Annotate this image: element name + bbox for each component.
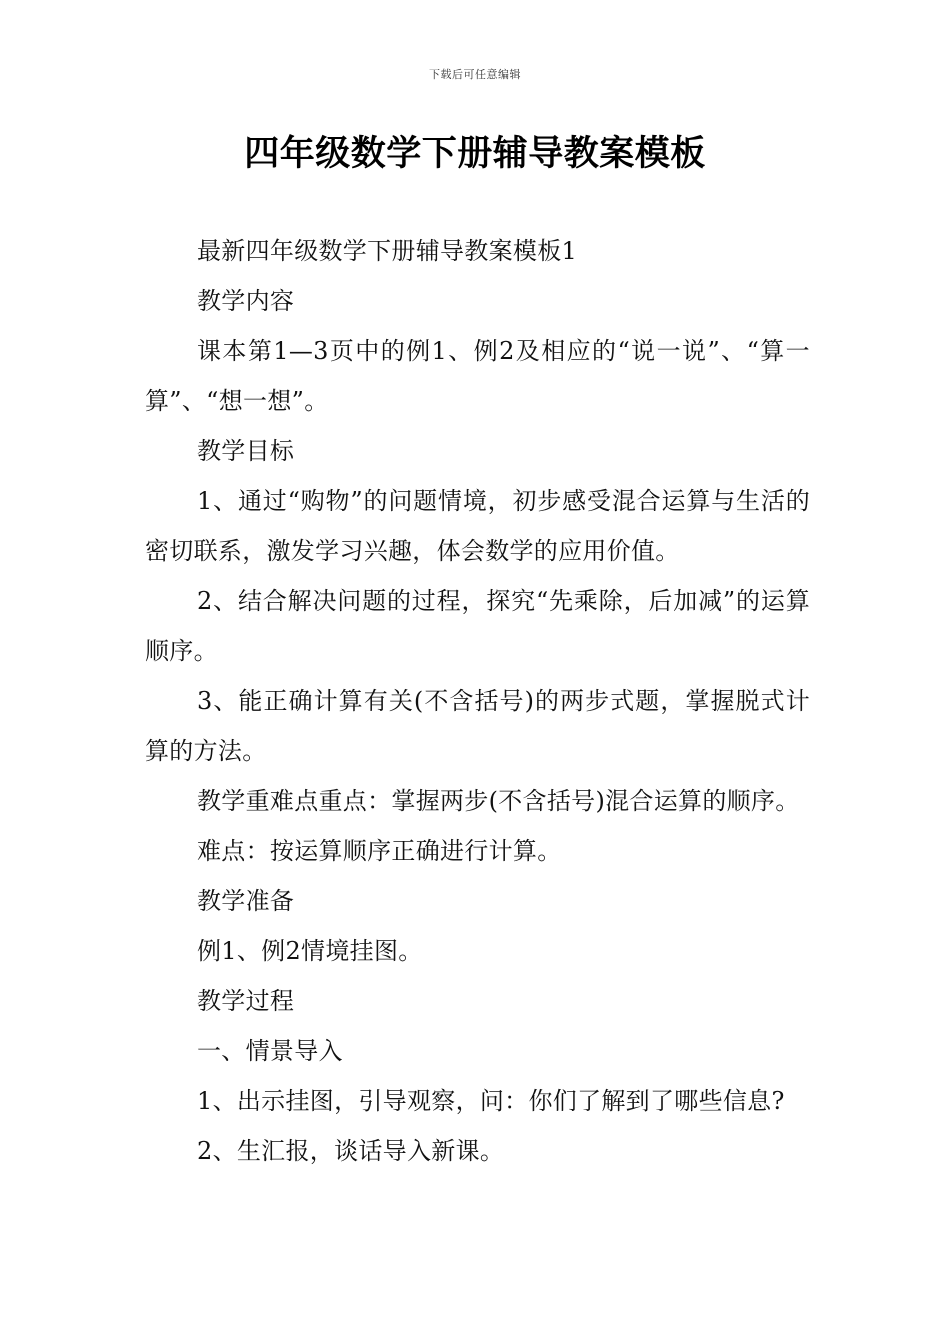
section-heading-goals: 教学目标 xyxy=(197,437,295,465)
paragraph-goal-1: 1、通过“购物”的问题情境，初步感受混合运算与生活的密切联系，激发学习兴趣，体会数学的应用价值。 xyxy=(145,487,810,565)
paragraph-goal-2: 2、结合解决问题的过程，探究“先乘除，后加减”的运算顺序。 xyxy=(145,587,810,665)
section-heading-content: 教学内容 xyxy=(197,287,295,315)
paragraph-subtitle: 最新四年级数学下册辅导教案模板1 xyxy=(197,237,578,265)
document-body xyxy=(145,226,810,1176)
paragraph-goal-3: 3、能正确计算有关(不含括号)的两步式题，掌握脱式计算的方法。 xyxy=(145,687,810,765)
section-heading-intro: 一、情景导入 xyxy=(197,1037,343,1065)
paragraph-preparation: 例1、例2情境挂图。 xyxy=(197,937,423,965)
paragraph-step-2: 2、生汇报，谈话导入新课。 xyxy=(197,1137,505,1165)
paragraph-key-points: 教学重难点重点：掌握两步(不含括号)混合运算的顺序。 xyxy=(197,787,800,815)
section-heading-process: 教学过程 xyxy=(197,987,295,1015)
paragraph-difficulty: 难点：按运算顺序正确进行计算。 xyxy=(197,837,562,865)
paragraph-content-text: 课本第1—3页中的例1、例2及相应的“说一说”、“算一算”、“想一想”。 xyxy=(145,337,810,415)
document-title: 四年级数学下册辅导教案模板 xyxy=(244,134,706,174)
section-heading-preparation: 教学准备 xyxy=(197,887,295,915)
header-note: 下载后可任意编辑 xyxy=(429,68,521,81)
paragraph-step-1: 1、出示挂图，引导观察，问：你们了解到了哪些信息? xyxy=(197,1087,785,1115)
